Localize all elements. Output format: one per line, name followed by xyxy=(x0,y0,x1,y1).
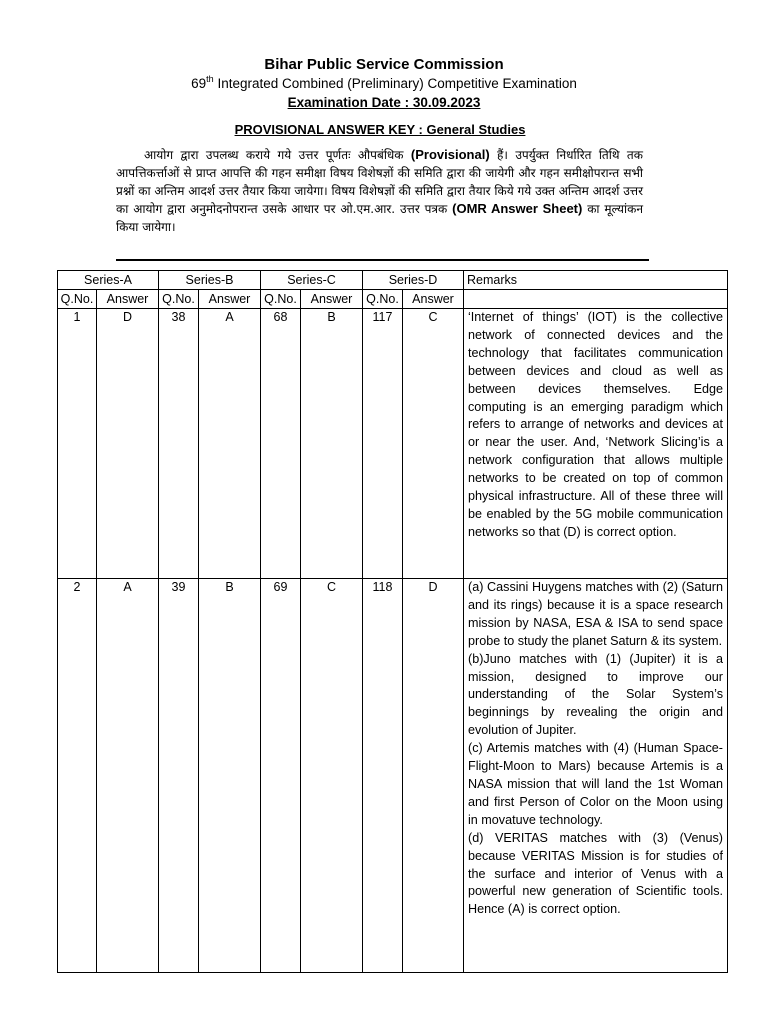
remarks-subheader xyxy=(464,290,728,309)
series-b-header: Series-B xyxy=(159,271,261,290)
series-a-answer: D xyxy=(97,309,159,579)
remark-paragraph: (a) Cassini Huygens matches with (2) (Saturn and its rings) because it is a space research mission by NASA, ESA & ISA to send space probe to study the planet Saturn & its system. xyxy=(468,580,723,648)
answer-header: Answer xyxy=(301,290,363,309)
series-c-qno: 68 xyxy=(261,309,301,579)
series-header-row xyxy=(58,271,728,290)
remark-paragraph: (c) Artemis matches with (4) (Human Space-Flight-Moon to Mars) because Artemis is a NASA mission that will land the 1st Woman and first Person of Color on the Moon using in movatuve technology. xyxy=(468,741,723,827)
series-d-header: Series-D xyxy=(363,271,464,290)
notice-text-2: हैं। उपर्युक्त निर्धारित तिथि तक आपत्तिकर्त्ताओं से प्राप्त आपत्ति की गहन समीक्षा विषय विशेषज्ञों की समिति द्वारा की जायेगी और गहन समीक्षोपरान्त सभी प्रश्नों का अन्तिम आदर्श उत्तर तैयार किया जायेगा। विषय विशेषज्ञों की समिति द्वारा तैयार किये गये उक्त अन्तिम आदर्श उत्तर का आयोग द्वारा अनुमोदनोपरान्त उसके आधार पर ओ.एम.आर. उत्तर पत्रक xyxy=(116,148,643,216)
series-b-qno: 38 xyxy=(159,309,199,579)
remarks-cell xyxy=(464,579,728,973)
remark-paragraph: (b)Juno matches with (1) (Jupiter) it is a mission, designed to improve our understanding of the Solar System’s beginnings by revealing the origin and evolution of Jupiter. xyxy=(468,651,723,738)
remarks-cell xyxy=(464,309,728,579)
table-row xyxy=(58,309,728,579)
answer-header: Answer xyxy=(403,290,464,309)
remark-paragraph: ‘Internet of things’ (IOT) is the collective network of connected devices and the technology that facilitates communication between devices and cloud as well as between devices themselves. Edge computing is an emerging paradigm which refers to arrange of networks and devices at or near the user. And, ‘Network Slicing’is a network configuration that allows multiple networks to be created on top of common physical infrastructure. All of these three will be enabled by the 5G mobile communication networks so that (D) is correct option. xyxy=(468,310,723,539)
series-a-answer: A xyxy=(97,579,159,973)
series-c-header: Series-C xyxy=(261,271,363,290)
answer-key-table xyxy=(57,270,728,973)
answer-header: Answer xyxy=(97,290,159,309)
series-d-answer: D xyxy=(403,579,464,973)
notice-omr: (OMR Answer Sheet) xyxy=(452,201,583,216)
exam-date: Examination Date : 30.09.2023 xyxy=(287,95,481,110)
series-d-qno: 118 xyxy=(363,579,403,973)
series-a-header: Series-A xyxy=(58,271,159,290)
series-c-answer: C xyxy=(301,579,363,973)
series-a-qno: 2 xyxy=(58,579,97,973)
answer-header: Answer xyxy=(199,290,261,309)
series-c-qno: 69 xyxy=(261,579,301,973)
series-b-qno: 39 xyxy=(159,579,199,973)
notice-text-3: का मूल्यांकन किया जायेगा। xyxy=(116,202,644,234)
series-d-answer: C xyxy=(403,309,464,579)
notice-text-1: आयोग द्वारा उपलब्ध कराये गये उत्तर पूर्णतः औपबंधिक xyxy=(144,148,411,162)
qno-header: Q.No. xyxy=(363,290,403,309)
organization-name: Bihar Public Service Commission xyxy=(264,56,504,73)
notice-paragraph xyxy=(116,146,643,236)
column-header-row xyxy=(58,290,728,309)
exam-number: 69 xyxy=(191,76,207,91)
remark-paragraph: (d) VERITAS matches with (3) (Venus) because VERITAS Mission is for studies of the surface and interior of Venus with a powerful new generation of Scientific tools. Hence (A) is correct option. xyxy=(468,830,723,917)
answer-key-title: PROVISIONAL ANSWER KEY : General Studies xyxy=(234,122,526,137)
qno-header: Q.No. xyxy=(261,290,301,309)
table-row xyxy=(58,579,728,973)
exam-name: Integrated Combined (Preliminary) Competitive Examination xyxy=(213,76,577,91)
exam-title xyxy=(0,76,768,91)
exam-number-suffix: th xyxy=(206,74,214,84)
qno-header: Q.No. xyxy=(159,290,199,309)
series-c-answer: B xyxy=(301,309,363,579)
series-b-answer: B xyxy=(199,579,261,973)
qno-header: Q.No. xyxy=(58,290,97,309)
series-d-qno: 117 xyxy=(363,309,403,579)
series-b-answer: A xyxy=(199,309,261,579)
remarks-header: Remarks xyxy=(464,271,728,290)
divider-line xyxy=(116,259,649,261)
notice-provisional: (Provisional) xyxy=(410,147,490,162)
series-a-qno: 1 xyxy=(58,309,97,579)
